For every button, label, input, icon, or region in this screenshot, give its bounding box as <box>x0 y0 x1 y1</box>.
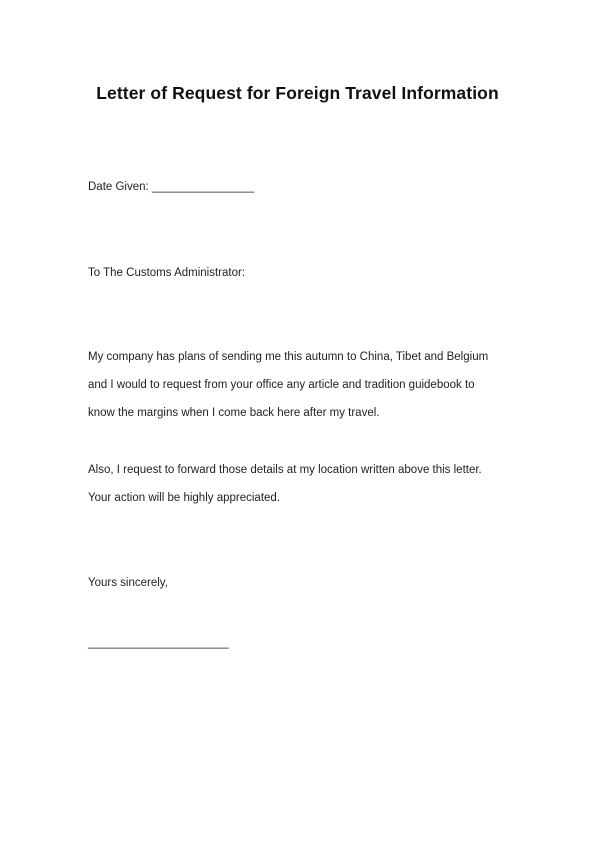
body-line: My company has plans of sending me this autumn to China, Tibet and Belgium <box>88 351 489 363</box>
signature-blank: ______________________ <box>88 637 229 649</box>
body-line: Your action will be highly appreciated. <box>88 492 281 504</box>
date-blank: ________________ <box>151 181 255 193</box>
date-label: Date Given: <box>88 181 149 193</box>
closing: Yours sincerely, <box>88 577 168 589</box>
salutation: To The Customs Administrator: <box>88 267 246 279</box>
letter-title: Letter of Request for Foreign Travel Information <box>96 83 499 103</box>
body-line: and I would to request from your office any article and tradition guidebook to <box>88 379 475 391</box>
body-line: know the margins when I come back here after my travel. <box>88 407 380 419</box>
date-given-line <box>88 181 254 193</box>
body-line: Also, I request to forward those details at my location written above this letter. <box>88 464 482 476</box>
